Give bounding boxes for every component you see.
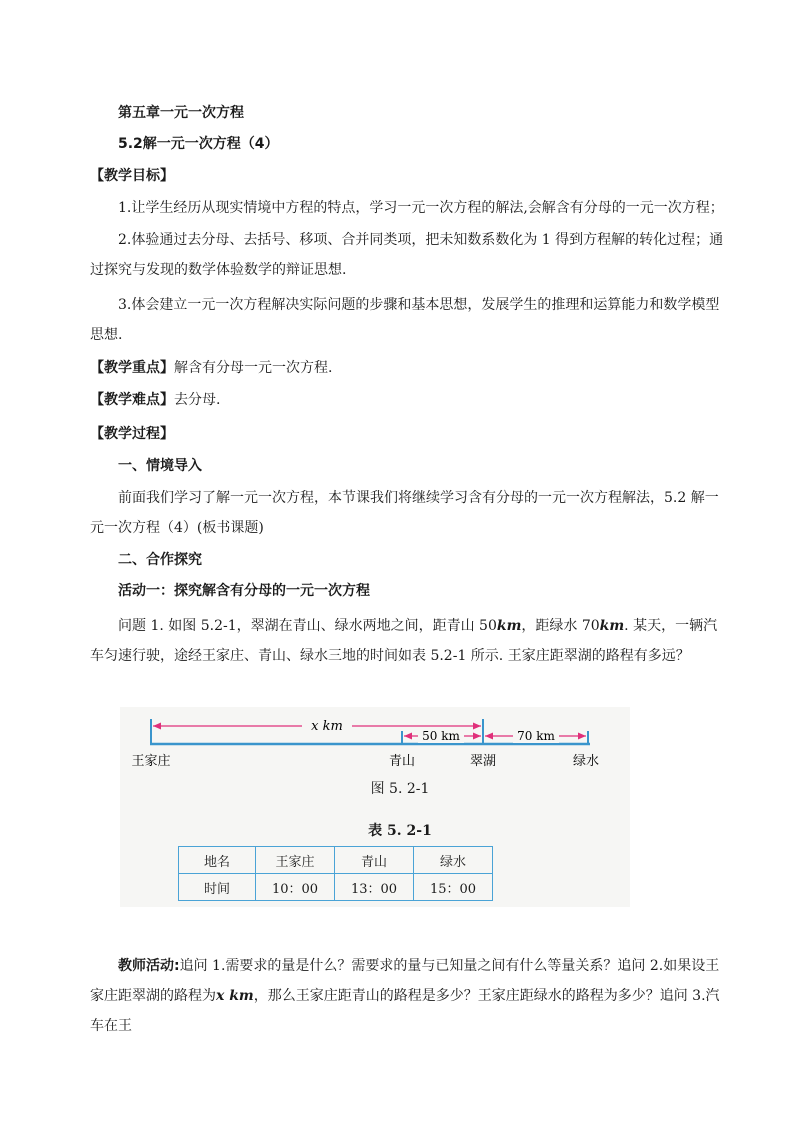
- place-cuihu: 翠湖: [469, 754, 497, 769]
- key-point-text: 解含有分母一元一次方程.: [174, 360, 333, 376]
- table-cell: 13：00: [335, 874, 414, 901]
- label-50-km: 50 km: [422, 729, 460, 743]
- objective-3: 3.体会建立一元一次方程解决实际问题的步骤和基本思想，发展学生的推理和运算能力和数学模型思想.: [90, 297, 720, 343]
- teacher-text-a: 追问 1.需要求的量是什么？需要求的量与已知量之间有什么等量关系？追问 2.如果设王家庄距翠湖的路程为: [90, 958, 720, 1004]
- problem-unit-1: km: [496, 618, 522, 634]
- place-lvshui: 绿水: [572, 754, 600, 769]
- problem-unit-2: km: [599, 618, 625, 634]
- table-cell: 10：00: [256, 874, 335, 901]
- figure-caption: 图 5. 2-1: [370, 781, 430, 797]
- objectives-heading: 【教学目标】: [90, 168, 174, 184]
- table-cell: 王家庄: [256, 847, 335, 874]
- table-caption: 表 5. 2-1: [368, 823, 432, 839]
- label-x-km: x km: [311, 719, 343, 734]
- lesson-title: 5.2解一元一次方程（4）: [118, 136, 279, 152]
- section2-heading: 二、合作探究: [118, 552, 202, 568]
- section1-heading: 一、情境导入: [118, 458, 202, 474]
- table-row: [179, 874, 493, 901]
- table-cell: 青山: [335, 847, 414, 874]
- objective-1: 1.让学生经历从现实情境中方程的特点，学习一元一次方程的解法,会解含有分母的一元一次方程；: [118, 200, 724, 216]
- problem-text-a: 问题 1. 如图 5.2-1，翠湖在青山、绿水两地之间，距青山 50: [118, 618, 497, 634]
- problem-1: [90, 611, 730, 671]
- process-heading: 【教学过程】: [90, 426, 174, 442]
- place-wangjiazhuang: 王家庄: [131, 754, 171, 769]
- table-row: [179, 847, 493, 874]
- problem-text-c: . 某天，一辆汽车匀速行驶，途经王家庄、青山、绿水三地的时间如表 5.2-1 所示. 王家庄距翠湖的路程有多远？: [90, 618, 718, 664]
- difficulty-text: 去分母.: [174, 392, 221, 408]
- difficulty-label: 【教学难点】: [90, 392, 174, 408]
- table-cell: 时间: [179, 874, 256, 901]
- section1-text: 前面我们学习了解一元一次方程，本节课我们将继续学习含有分母的一元一次方程解法，5.2 解一元一次方程（4）(板书课题): [90, 490, 719, 536]
- teacher-activity: [90, 951, 730, 1041]
- teacher-label: 教师活动:: [118, 958, 180, 974]
- teacher-var: x km: [216, 988, 254, 1004]
- activity-title: 活动一：探究解含有分母的一元一次方程: [118, 583, 370, 599]
- table-cell: 地名: [179, 847, 256, 874]
- chapter-title: 第五章一元一次方程: [118, 105, 244, 121]
- objective-2: 2.体验通过去分母、去括号、移项、合并同类项，把未知数系数化为 1 得到方程解的转化过程；通过探究与发现的数学体验数学的辩证思想.: [90, 232, 724, 278]
- teacher-text-b: ，那么王家庄距青山的路程是多少？王家庄距绿水的路程为多少？追问 3.汽车在王: [90, 988, 720, 1034]
- key-point-label: 【教学重点】: [90, 360, 174, 376]
- key-point: [90, 358, 730, 378]
- label-70-km: 70 km: [517, 729, 555, 743]
- problem-text-b: ，距绿水 70: [521, 618, 600, 634]
- distance-diagram: [120, 707, 630, 777]
- difficulty: [90, 390, 730, 410]
- place-qingshan: 青山: [388, 754, 416, 769]
- table-cell: 绿水: [414, 847, 493, 874]
- schedule-table: [178, 846, 493, 901]
- table-cell: 15：00: [414, 874, 493, 901]
